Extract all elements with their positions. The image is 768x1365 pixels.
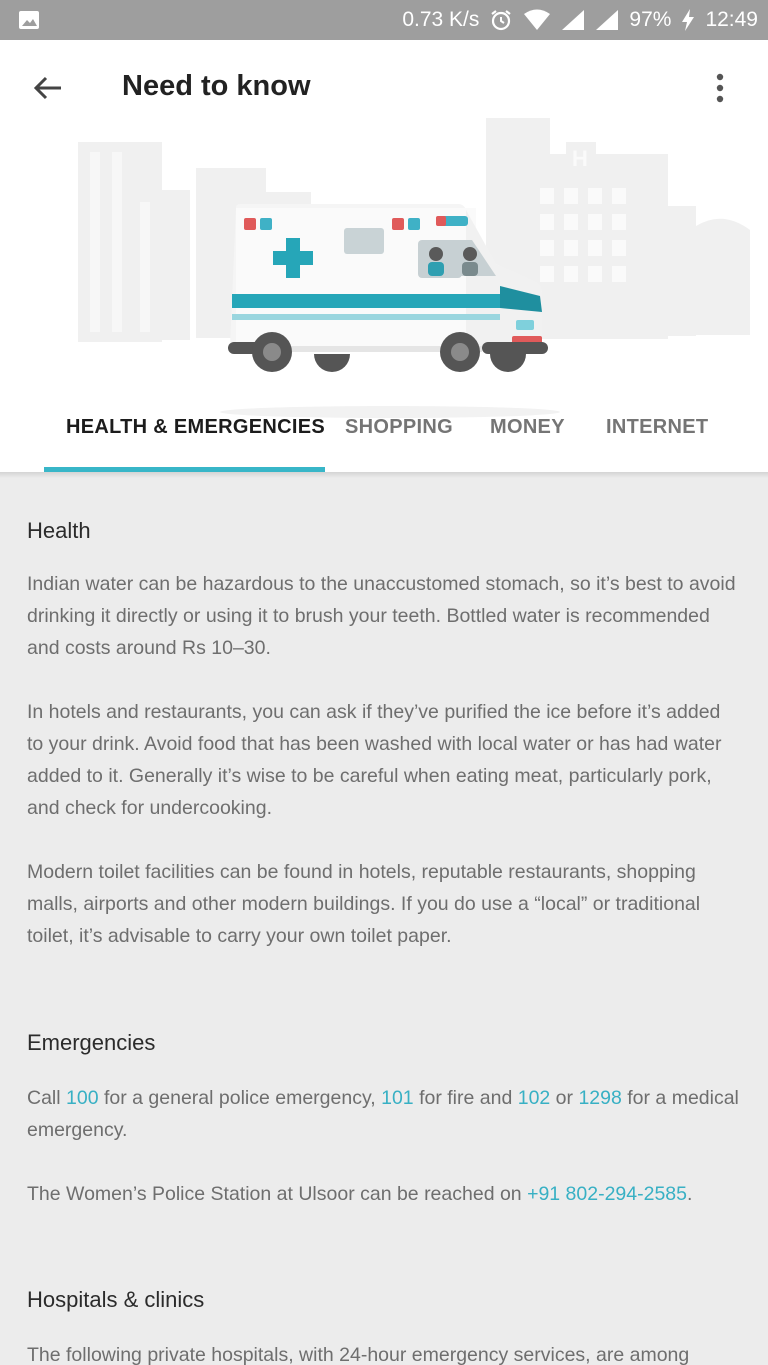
health-paragraph-food: In hotels and restaurants, you can ask if they’ve purified the ice before it’s added to your drink. Avoid food that has been washed with local water or has had water added to it. Generally it’s wise to be careful when eating meat, particularly pork, and check for undercooking. [27,701,722,819]
phone-link-women-police[interactable]: +91 802-294-2585 [527,1183,687,1205]
text-police: for a general police emergency, [98,1087,382,1109]
phone-link-police[interactable]: 100 [66,1087,99,1109]
ambulance-illustration [60,110,760,430]
svg-text:H: H [572,146,588,171]
image-notification-icon [18,10,40,30]
health-section-title: Health [27,518,91,543]
text-call: Call [27,1087,67,1109]
text-period: . [687,1183,693,1205]
hospitals-section-title: Hospitals & clinics [27,1287,205,1312]
text-fire: for fire and [413,1087,518,1109]
header [0,40,768,472]
tab-bar [0,390,768,472]
more-options-button[interactable] [698,66,742,110]
tab-money[interactable]: MONEY [490,416,565,438]
charging-icon [681,8,695,32]
status-bar [0,0,768,40]
text-women-police: The Women’s Police Station at Ulsoor can be reached on [27,1183,528,1205]
alarm-icon [489,8,513,32]
text-or: or [550,1087,579,1109]
page-title: Need to know [122,70,311,102]
health-paragraph-water: Indian water can be hazardous to the unaccustomed stomach, so it’s best to avoid drinking it directly or using it to brush your teeth. Bottled water is recommended and costs around Rs 10–30. [27,573,736,659]
phone-link-fire[interactable]: 101 [381,1087,414,1109]
text-medical: for a medical emergency. [27,1087,739,1141]
battery-percent: 97% [629,8,672,31]
cell-signal-icon [561,9,585,31]
cell-signal-2-icon [595,9,619,31]
wifi-icon [523,9,551,31]
phone-link-medical-1298[interactable]: 1298 [578,1087,622,1109]
emergencies-section-title: Emergencies [27,1030,156,1055]
back-button[interactable] [26,66,70,110]
tab-bar-shadow [0,472,768,478]
phone-link-medical-102[interactable]: 102 [517,1087,551,1109]
tab-shopping[interactable]: SHOPPING [345,416,453,438]
more-vert-icon [715,73,725,103]
network-speed: 0.73 K/s [402,8,480,31]
tab-health-emergencies[interactable]: HEALTH & EMERGENCIES [66,416,325,438]
emergencies-paragraph-women-police [27,1178,742,1210]
emergencies-paragraph-numbers [27,1082,742,1146]
health-paragraph-toilets: Modern toilet facilities can be found in hotels, reputable restaurants, shopping malls, airports and other modern buildings. If you do use a “local” or traditional toilet, it’s advisable to carry your own toilet paper. [27,861,701,947]
hospitals-paragraph: The following private hospitals, with 24-hour emergency services, are among [27,1344,690,1365]
clock: 12:49 [705,8,758,31]
tab-internet[interactable]: INTERNET [606,416,709,438]
arrow-back-icon [33,75,63,101]
